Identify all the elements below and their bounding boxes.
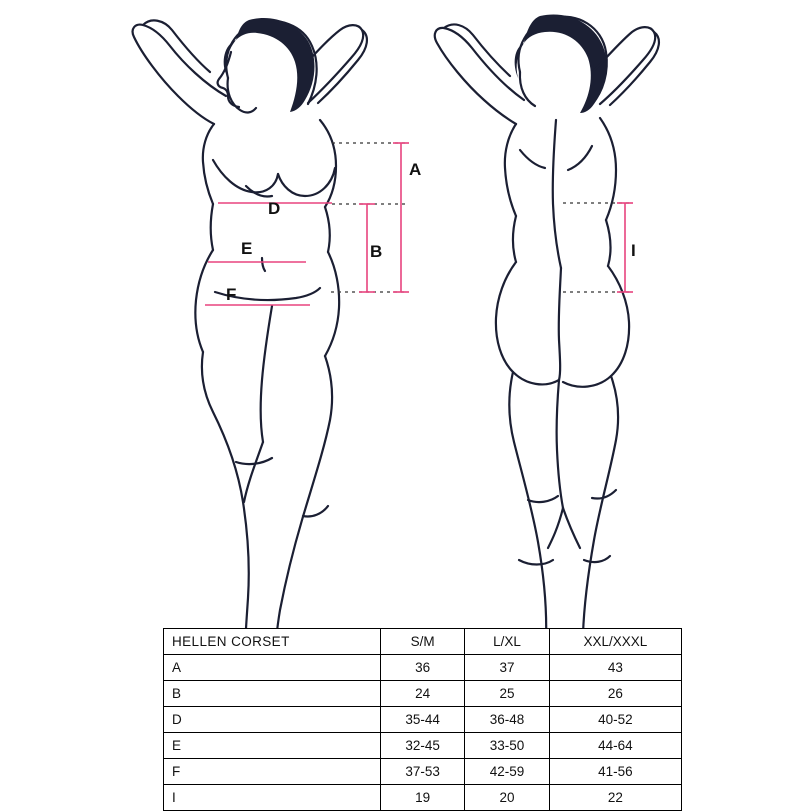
- cell-F-xxl: 41-56: [549, 759, 681, 785]
- measurement-label-B: B: [370, 242, 383, 261]
- size-chart-table: [163, 628, 682, 811]
- table-row: [164, 681, 682, 707]
- table-row: [164, 759, 682, 785]
- row-label-E: E: [164, 733, 381, 759]
- table-row: [164, 733, 682, 759]
- table-header-xxl: XXL/XXXL: [549, 629, 681, 655]
- cell-E-xxl: 44-64: [549, 733, 681, 759]
- cell-E-lxl: 33-50: [465, 733, 549, 759]
- cell-D-lxl: 36-48: [465, 707, 549, 733]
- cell-A-sm: 36: [381, 655, 465, 681]
- cell-B-sm: 24: [381, 681, 465, 707]
- row-label-D: D: [164, 707, 381, 733]
- cell-F-lxl: 42-59: [465, 759, 549, 785]
- female-body-front-view: [133, 18, 367, 712]
- cell-B-lxl: 25: [465, 681, 549, 707]
- cell-E-sm: 32-45: [381, 733, 465, 759]
- cell-I-lxl: 20: [465, 785, 549, 811]
- table-header-product: HELLEN CORSET: [164, 629, 381, 655]
- table-header-sm: S/M: [381, 629, 465, 655]
- cell-A-xxl: 43: [549, 655, 681, 681]
- measurement-label-F: F: [226, 285, 237, 304]
- row-label-F: F: [164, 759, 381, 785]
- cell-B-xxl: 26: [549, 681, 681, 707]
- female-body-back-view: [435, 14, 659, 726]
- table-row: [164, 707, 682, 733]
- table-header-lxl: L/XL: [465, 629, 549, 655]
- row-label-I: I: [164, 785, 381, 811]
- cell-D-sm: 35-44: [381, 707, 465, 733]
- measurement-label-D: D: [268, 199, 281, 218]
- table-row: [164, 655, 682, 681]
- measurement-label-A: A: [409, 160, 422, 179]
- row-label-A: A: [164, 655, 381, 681]
- cell-A-lxl: 37: [465, 655, 549, 681]
- measurement-label-I: I: [631, 241, 636, 260]
- cell-F-sm: 37-53: [381, 759, 465, 785]
- row-label-B: B: [164, 681, 381, 707]
- table-row: [164, 785, 682, 811]
- cell-I-xxl: 22: [549, 785, 681, 811]
- cell-I-sm: 19: [381, 785, 465, 811]
- measurement-label-E: E: [241, 239, 253, 258]
- table-header-row: [164, 629, 682, 655]
- cell-D-xxl: 40-52: [549, 707, 681, 733]
